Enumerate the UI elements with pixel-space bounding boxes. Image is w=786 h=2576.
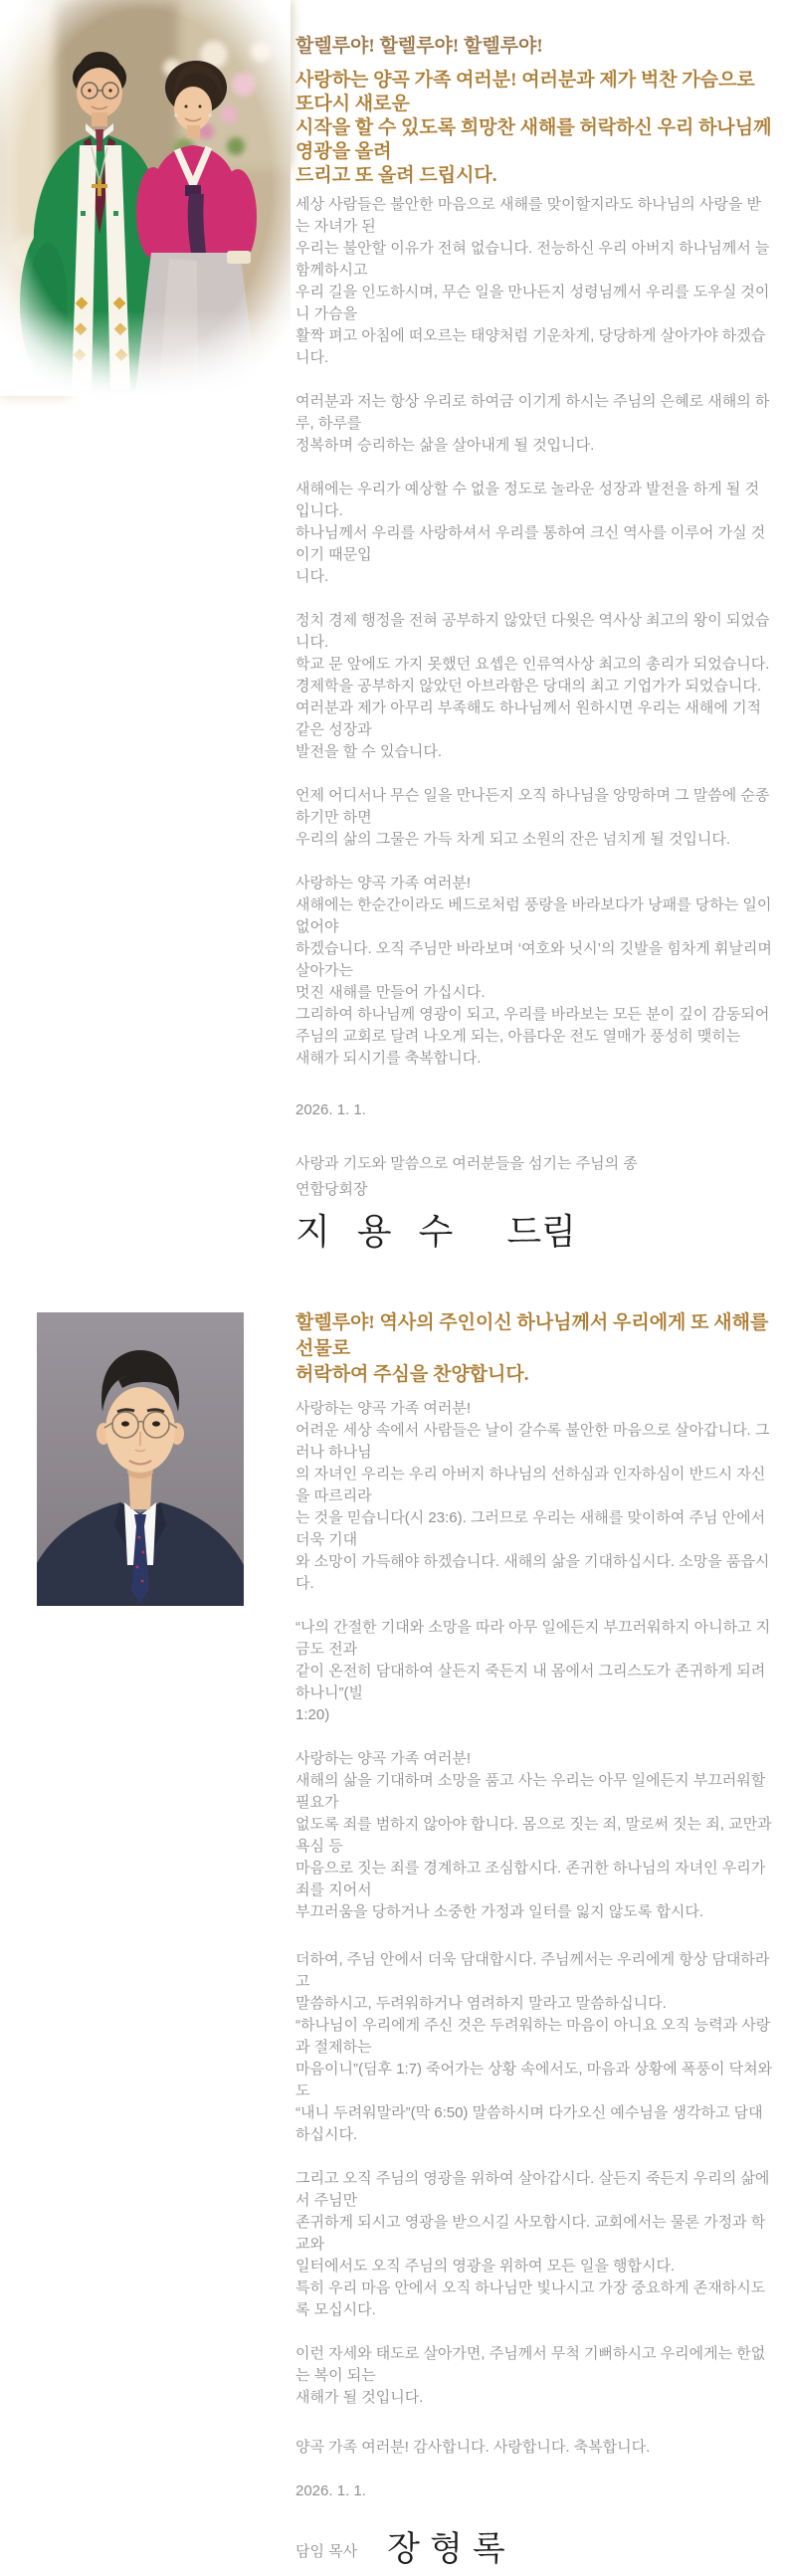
letter1-paragraph: 정치 경제 행정을 전혀 공부하지 않았던 다윗은 역사상 최고의 왕이 되었습니다. 학교 문 앞에도 가지 못했던 요셉은 인류역사상 최고의 총리가 되었습니다. 경제학을 공부하지 않았던 아브라함은 당대의 최고 기업가가 되었습니다. 여러분과 제가 아무리 부족해도 하나님께서 원하시면 우리는 새해에 기적 같은 성장과 발전을 할 수 있습니다. bbox=[295, 612, 770, 760]
letter2-signature-row bbox=[295, 2524, 773, 2576]
letter1-paragraph: 새해에는 우리가 예상할 수 없을 정도로 놀라운 성장과 발전을 하게 될 것입니다. 하나님께서 우리를 사랑하셔서 우리를 통하여 크신 역사를 이루어 가실 것이기 때문입 니다. bbox=[295, 481, 766, 585]
letter1-paragraph: 세상 사람들은 불안한 마음으로 새해를 맞이할지라도 하나님의 사랑을 받는 자녀가 된 우리는 불안할 이유가 전혀 없습니다. 전능하신 우리 아버지 하나님께서 늘 함께하시고 우리 길을 인도하시며, 무슨 일을 만나든지 성령님께서 우리를 도우실 것이니 가슴을 활짝 펴고 아침에 떠오르는 태양처럼 기운차게, 당당하게 살아가야 하겠습니다. bbox=[295, 196, 770, 366]
letter1-paragraph: 사랑하는 양곡 가족 여러분! 새해에는 한순간이라도 베드로처럼 풍랑을 바라보다가 낭패를 당하는 일이 없어야 하겠습니다. 오직 주님만 바라보며 ‘여호와 닛시’의 깃발을 힘차게 휘날리며 살아가는 멋진 새해를 만들어 가십시다. 그리하여 하나님께 영광이 되고, 우리를 바라보는 모든 분이 깊이 감동되어 주님의 교회로 달려 나오게 되는, 아름다운 전도 열매가 풍성히 맺히는 새해가 되시기를 축복합니다. bbox=[295, 875, 772, 1067]
letter1-closing: 사랑과 기도와 말씀으로 여러분들을 섬기는 주님의 종 연합당회장 bbox=[295, 1155, 638, 1198]
pastor-couple-photo bbox=[0, 0, 291, 396]
letter2-date: 2026. 1. 1. bbox=[295, 2482, 366, 2499]
letter-union-moderator bbox=[0, 0, 786, 1255]
letter-senior-pastor bbox=[0, 1310, 786, 2576]
letter2-title: 할렐루야! 역사의 주인이신 하나님께서 우리에게 또 새해를 선물로 허락하여 주심을 찬양합니다. bbox=[295, 1312, 769, 1385]
letter1-text-column bbox=[295, 0, 773, 1255]
letter1-lead: 사랑하는 양곡 가족 여러분! 여러분과 제가 벅찬 가슴으로 또다시 새로운 시작을 할 수 있도록 희망찬 새해를 허락하신 우리 하나님께 영광을 올려 드리고 또 올려 드립시다. bbox=[295, 70, 772, 186]
letter1-paragraph: 언제 어디서나 무슨 일을 만나든지 오직 하나님을 앙망하며 그 말씀에 순종하기만 하면 우리의 삶의 그물은 가득 차게 되고 소원의 잔은 넘치게 될 것입니다. bbox=[295, 787, 770, 848]
letter1-paragraph: 여러분과 저는 항상 우리로 하여금 이기게 하시는 주님의 은혜로 새해의 하루, 하루를 정복하며 승리하는 삶을 살아내게 될 것입니다. bbox=[295, 393, 770, 454]
letter1-title: 할렐루야! 할렐루야! 할렐루야! bbox=[295, 36, 543, 57]
letter2-paragraph: 그리고 오직 주님의 영광을 위하여 살아갑시다. 살든지 죽든지 우리의 삶에서 주님만 존귀하게 되시고 영광을 받으시길 사모합시다. 교회에서는 물론 가정과 학교와 일터에서도 오직 주님의 영광을 위하여 모든 일을 행합시다. 특히 우리 마음 안에서 오직 하나님만 빛나시고 가장 중요하게 존재하시도록 모십시다. bbox=[295, 2170, 770, 2318]
letter2-paragraph: 더하여, 주님 안에서 더욱 담대합시다. 주님께서는 우리에게 항상 담대하라고 말씀하시고, 두려워하거나 염려하지 말라고 말씀하십니다. “하나님이 우리에게 주신 것은 두려워하는 마음이 아니요 오직 능력과 사랑과 절제하는 마음이니”(딤후 1:7) 죽어가는 상황 속에서도, 마음과 상황에 폭풍이 닥쳐와도 “내니 두려워말라”(막 6:50) 말씀하시며 다가오신 예수님을 생각하고 담대하십시다. bbox=[295, 1951, 773, 2143]
letter2-paragraph: 사랑하는 양곡 가족 여러분! 새해의 삶을 기대하며 소망을 품고 사는 우리는 아무 일에든지 부끄러워할 필요가 없도록 죄를 범하지 않아야 합니다. 몸으로 짓는 죄, 말로써 짓는 죄, 교만과 욕심 등 마음으로 짓는 죄를 경계하고 조심합시다. 존귀한 하나님의 자녀인 우리가 죄를 지어서 부끄러움을 당하거나 소중한 가정과 일터를 잃지 않도록 합시다. bbox=[295, 1750, 772, 1920]
senior-pastor-label: 담임 목사 bbox=[295, 2542, 358, 2560]
letter1-date: 2026. 1. 1. bbox=[295, 1101, 366, 1118]
letter2-paragraph: 이런 자세와 태도로 살아가면, 주님께서 무척 기뻐하시고 우리에게는 한없는 복이 되는 새해가 될 것입니다. bbox=[295, 2345, 766, 2406]
senior-pastor-portrait bbox=[37, 1312, 244, 1606]
letter2-scripture-quote: “나의 간절한 기대와 소망을 따라 아무 일에든지 부끄러워하지 아니하고 지금도 전과 같이 온전히 담대하여 살든지 죽든지 내 몸에서 그리스도가 존귀하게 되려 하나니”(빌 1:20) bbox=[295, 1619, 771, 1723]
letter2-text-column bbox=[295, 1310, 773, 2576]
signature-ji-yong-su: 지 용 수 드림 bbox=[295, 1212, 576, 1252]
letter2-paragraph: 사랑하는 양곡 가족 여러분! 어려운 세상 속에서 사람들은 날이 갈수록 불안한 마음으로 살아갑니다. 그러나 하나님 의 자녀인 우리는 우리 아버지 하나님의 선하심과 인자하심이 반드시 자신을 따르리라 는 것을 믿습니다(시 23:6). 그러므로 우리는 새해를 맞이하여 주님 안에서 더욱 기대 와 소망이 가득해야 하겠습니다. 새해의 삶을 기대하십시다. 소망을 품읍시다. bbox=[295, 1400, 770, 1592]
signature-jang-hyung-rok: 장형록 bbox=[387, 2531, 515, 2568]
letter2-paragraph: 양곡 가족 여러분! 감사합니다. 사랑합니다. 축복합니다. bbox=[295, 2439, 651, 2456]
